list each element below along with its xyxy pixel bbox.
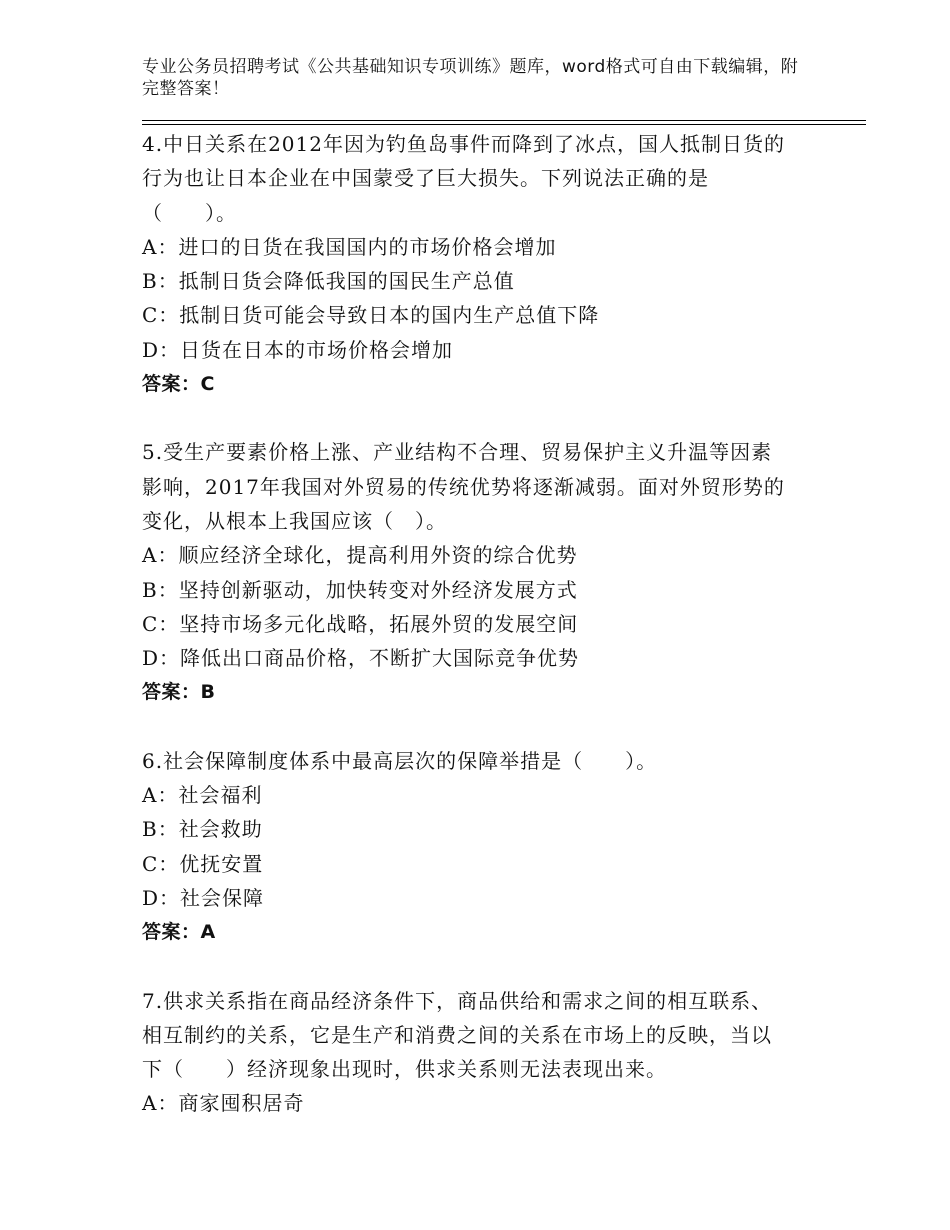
- option-b: B：坚持创新驱动，加快转变对外经济发展方式: [142, 577, 578, 602]
- spacer: [142, 401, 812, 435]
- option-a: A：进口的日货在我国国内的市场价格会增加: [142, 234, 557, 259]
- option-c: C：抵制日货可能会导致日本的国内生产总值下降: [142, 303, 600, 328]
- question-text-line: 下（ ）经济现象出现时，供求关系则无法表现出来。: [142, 1057, 667, 1082]
- option-c: C：优抚安置: [142, 851, 264, 876]
- question-text-line: 6.社会保障制度体系中最高层次的保障举措是（ ）。: [142, 748, 658, 773]
- option-a: A：顺应经济全球化，提高利用外资的综合优势: [142, 543, 578, 568]
- option-a: A：商家囤积居奇: [142, 1091, 305, 1116]
- header-divider-secondary: [142, 124, 866, 125]
- question-text-line: （ ）。: [142, 200, 237, 225]
- question-text-line: 影响，2017年我国对外贸易的传统优势将逐渐减弱。面对外贸形势的: [142, 474, 785, 499]
- question-text-line: 行为也让日本企业在中国蒙受了巨大损失。下列说法正确的是: [142, 166, 709, 191]
- answer-label: 答案：C: [142, 373, 215, 396]
- question-text-line: 相互制约的关系，它是生产和消费之间的关系在市场上的反映，当以: [142, 1022, 772, 1047]
- header-divider: [142, 120, 866, 121]
- question-text-line: 变化，从根本上我国应该（ ）。: [142, 508, 447, 533]
- spacer: [142, 710, 812, 744]
- option-d: D：日货在日本的市场价格会增加: [142, 337, 454, 362]
- answer-label: 答案：B: [142, 681, 216, 704]
- question-text-line: 5.受生产要素价格上涨、产业结构不合理、贸易保护主义升温等因素: [142, 440, 773, 465]
- option-a: A：社会福利: [142, 783, 263, 808]
- question-text-line: 7.供求关系指在商品经济条件下，商品供给和需求之间的相互联系、: [142, 988, 773, 1013]
- option-b: B：社会救助: [142, 817, 263, 842]
- question-text-line: 4.中日关系在2012年因为钓鱼岛事件而降到了冰点，国人抵制日货的: [142, 132, 785, 156]
- question-item: [142, 984, 812, 1121]
- option-c: C：坚持市场多元化战略，拓展外贸的发展空间: [142, 611, 579, 636]
- option-d: D：降低出口商品价格，不断扩大国际竞争优势: [142, 646, 580, 671]
- answer-label: 答案：A: [142, 921, 216, 944]
- question-list: [142, 127, 812, 1121]
- question-item: [142, 435, 812, 709]
- question-item: [142, 127, 812, 401]
- option-d: D：社会保障: [142, 885, 265, 910]
- question-item: [142, 744, 812, 950]
- page-header: 专业公务员招聘考试《公共基础知识专项训练》题库，word格式可自由下载编辑，附完整答案！: [142, 57, 799, 99]
- spacer: [142, 950, 812, 984]
- option-b: B：抵制日货会降低我国的国民生产总值: [142, 269, 515, 294]
